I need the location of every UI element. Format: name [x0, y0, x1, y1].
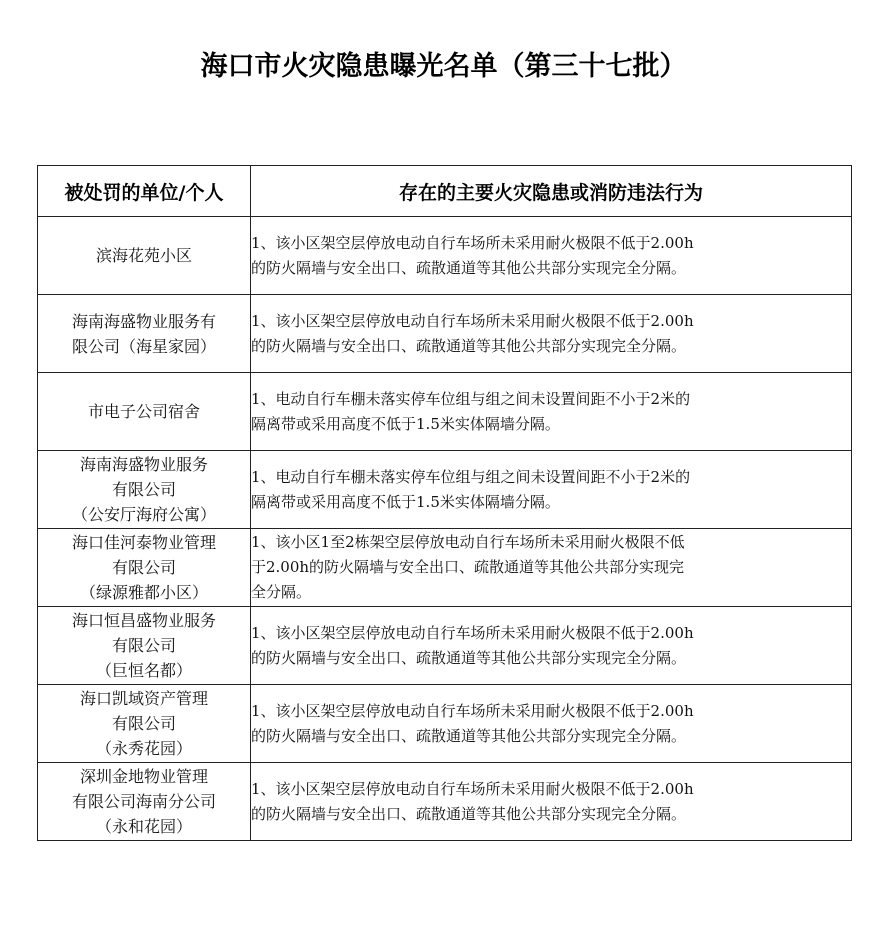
issue-line: 的防火隔墙与安全出口、疏散通道等其他公共部分实现完全分隔。	[251, 726, 687, 745]
issue-line: 1、该小区架空层停放电动自行车场所未采用耐火极限不低于2.00h	[251, 311, 694, 330]
issue-line: 隔离带或采用高度不低于1.5米实体隔墙分隔。	[251, 414, 560, 433]
header-main-hazard: 存在的主要火灾隐患或消防违法行为	[251, 166, 852, 217]
unit-line: 海南海盛物业服务有	[71, 311, 216, 331]
table-row	[38, 529, 852, 607]
unit-line: 海口佳河泰物业管理	[71, 533, 216, 552]
issue-line: 的防火隔墙与安全出口、疏散通道等其他公共部分实现完全分隔。	[251, 648, 687, 667]
unit-line: （永和花园）	[95, 817, 192, 836]
issue-cell	[251, 685, 852, 763]
hazard-table	[37, 165, 852, 841]
unit-line: 深圳金地物业管理	[79, 767, 208, 786]
unit-cell	[38, 295, 251, 373]
issue-line: 的防火隔墙与安全出口、疏散通道等其他公共部分实现完全分隔。	[251, 336, 687, 355]
unit-line: 滨海花苑小区	[95, 246, 192, 265]
issue-line: 1、该小区架空层停放电动自行车场所未采用耐火极限不低于2.00h	[251, 701, 694, 720]
issue-line: 1、该小区1至2栋架空层停放电动自行车场所未采用耐火极限不低	[251, 533, 685, 551]
issue-cell	[251, 373, 852, 451]
unit-line: （巨恒名都）	[95, 661, 192, 680]
issue-cell	[251, 607, 852, 685]
issue-cell	[251, 295, 852, 373]
unit-line: （永秀花园）	[95, 739, 192, 758]
issue-line: 的防火隔墙与安全出口、疏散通道等其他公共部分实现完全分隔。	[251, 258, 687, 277]
issue-cell	[251, 529, 852, 607]
unit-line: 有限公司	[111, 558, 176, 577]
unit-line: （公安厅海府公寓）	[71, 505, 216, 524]
issue-line: 1、该小区架空层停放电动自行车场所未采用耐火极限不低于2.00h	[251, 779, 694, 798]
unit-line: 海南海盛物业服务	[79, 455, 208, 474]
table-row	[38, 685, 852, 763]
table-row	[38, 451, 852, 529]
unit-cell	[38, 451, 251, 529]
unit-line: 有限公司	[111, 636, 176, 655]
table-row	[38, 217, 852, 295]
table-row	[38, 607, 852, 685]
issue-line: 1、该小区架空层停放电动自行车场所未采用耐火极限不低于2.00h	[251, 623, 694, 642]
table-row	[38, 373, 852, 451]
issue-cell	[251, 763, 852, 841]
unit-line: 有限公司海南分公司	[71, 792, 216, 811]
issue-cell	[251, 217, 852, 295]
unit-line: 限公司（海星家园）	[71, 336, 216, 356]
unit-line: 有限公司	[111, 480, 176, 499]
document-title: 海口市火灾隐患曝光名单（第三十七批）	[200, 51, 687, 82]
table-header-row	[38, 166, 852, 217]
issue-line: 1、电动自行车棚未落实停车位组与组之间未设置间距不小于2米的	[251, 467, 691, 486]
unit-line: 市电子公司宿舍	[87, 402, 200, 421]
issue-cell	[251, 451, 852, 529]
header-penalized-unit: 被处罚的单位/个人	[38, 166, 251, 217]
unit-cell	[38, 529, 251, 607]
unit-cell	[38, 373, 251, 451]
issue-line: 全分隔。	[251, 583, 312, 601]
unit-line: （绿源雅都小区）	[79, 583, 208, 602]
unit-line: 海口恒昌盛物业服务	[71, 611, 216, 630]
unit-cell	[38, 763, 251, 841]
issue-line: 于2.00h的防火隔墙与安全出口、疏散通道等其他公共部分实现完	[251, 558, 685, 576]
table-row	[38, 763, 852, 841]
issue-line: 隔离带或采用高度不低于1.5米实体隔墙分隔。	[251, 492, 560, 511]
issue-line: 1、该小区架空层停放电动自行车场所未采用耐火极限不低于2.00h	[251, 233, 694, 252]
unit-line: 海口凯域资产管理	[79, 689, 208, 708]
issue-line: 1、电动自行车棚未落实停车位组与组之间未设置间距不小于2米的	[251, 389, 691, 408]
unit-cell	[38, 685, 251, 763]
issue-line: 的防火隔墙与安全出口、疏散通道等其他公共部分实现完全分隔。	[251, 804, 687, 823]
unit-cell	[38, 607, 251, 685]
table-row	[38, 295, 852, 373]
unit-cell	[38, 217, 251, 295]
unit-line: 有限公司	[111, 714, 176, 733]
